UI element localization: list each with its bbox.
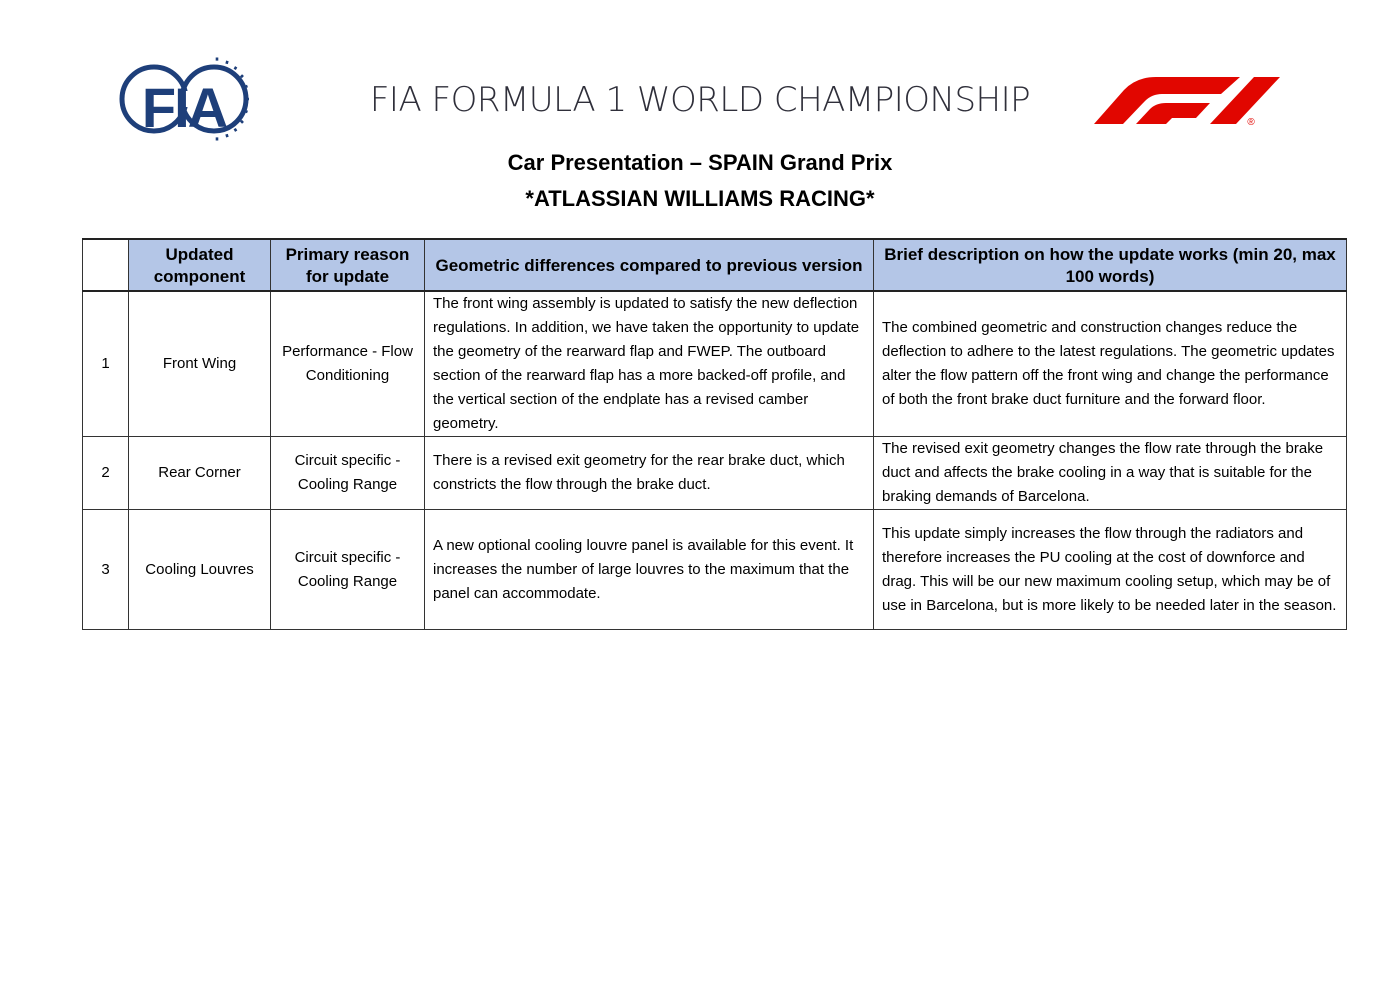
header-primary-reason: Primary reason for update bbox=[271, 239, 425, 291]
primary-reason: Circuit specific - Cooling Range bbox=[271, 510, 425, 630]
geometric-differences: There is a revised exit geometry for the rear brake duct, which constricts the flow through the brake duct. bbox=[425, 437, 874, 510]
svg-text:®: ® bbox=[1247, 117, 1255, 126]
updated-component: Rear Corner bbox=[129, 437, 271, 510]
updated-component: Cooling Louvres bbox=[129, 510, 271, 630]
team-name: *ATLASSIAN WILLIAMS RACING* bbox=[525, 186, 875, 211]
row-number: 3 bbox=[83, 510, 129, 630]
update-description: This update simply increases the flow through the radiators and therefore increases the PU cooling at the cost of downforce and drag. This will be our new maximum cooling setup, which may be of use in Barcelona, but is more likely to be needed later in the season. bbox=[874, 510, 1347, 630]
document-title: Car Presentation – SPAIN Grand Prix bbox=[507, 150, 893, 175]
svg-text:FIA: FIA bbox=[141, 76, 227, 139]
car-updates-table bbox=[82, 238, 1347, 630]
header-geometric-differences: Geometric differences compared to previous version bbox=[425, 239, 874, 291]
table-row bbox=[83, 437, 1347, 510]
row-number: 1 bbox=[83, 291, 129, 437]
update-description: The revised exit geometry changes the flow rate through the brake duct and affects the brake cooling in a way that is suitable for the braking demands of Barcelona. bbox=[874, 437, 1347, 510]
primary-reason: Performance - Flow Conditioning bbox=[271, 291, 425, 437]
fia-logo bbox=[118, 53, 250, 145]
header-number bbox=[83, 239, 129, 291]
championship-title: FIA FORMULA 1 WORLD CHAMPIONSHIP bbox=[369, 80, 1031, 120]
row-number: 2 bbox=[83, 437, 129, 510]
table-row bbox=[83, 291, 1347, 437]
geometric-differences: The front wing assembly is updated to satisfy the new deflection regulations. In addition, we have taken the opportunity to update the geometry of the rearward flap and FWEP. The outboard section of the rearward flap has a more backed-off profile, and the vertical section of the endplate has a revised camber geometry. bbox=[425, 291, 874, 437]
update-description: The combined geometric and construction changes reduce the deflection to adhere to the latest regulations. The geometric updates alter the flow pattern off the front wing and change the performance of both the front brake duct furniture and the forward floor. bbox=[874, 291, 1347, 437]
primary-reason: Circuit specific - Cooling Range bbox=[271, 437, 425, 510]
header-brief-description: Brief description on how the update works (min 20, max 100 words) bbox=[874, 239, 1347, 291]
f1-logo bbox=[1092, 74, 1284, 126]
updated-component: Front Wing bbox=[129, 291, 271, 437]
table-row bbox=[83, 510, 1347, 630]
table-header-row bbox=[83, 239, 1347, 291]
geometric-differences: A new optional cooling louvre panel is available for this event. It increases the number of large louvres to the maximum that the panel can accommodate. bbox=[425, 510, 874, 630]
header-updated-component: Updated component bbox=[129, 239, 271, 291]
